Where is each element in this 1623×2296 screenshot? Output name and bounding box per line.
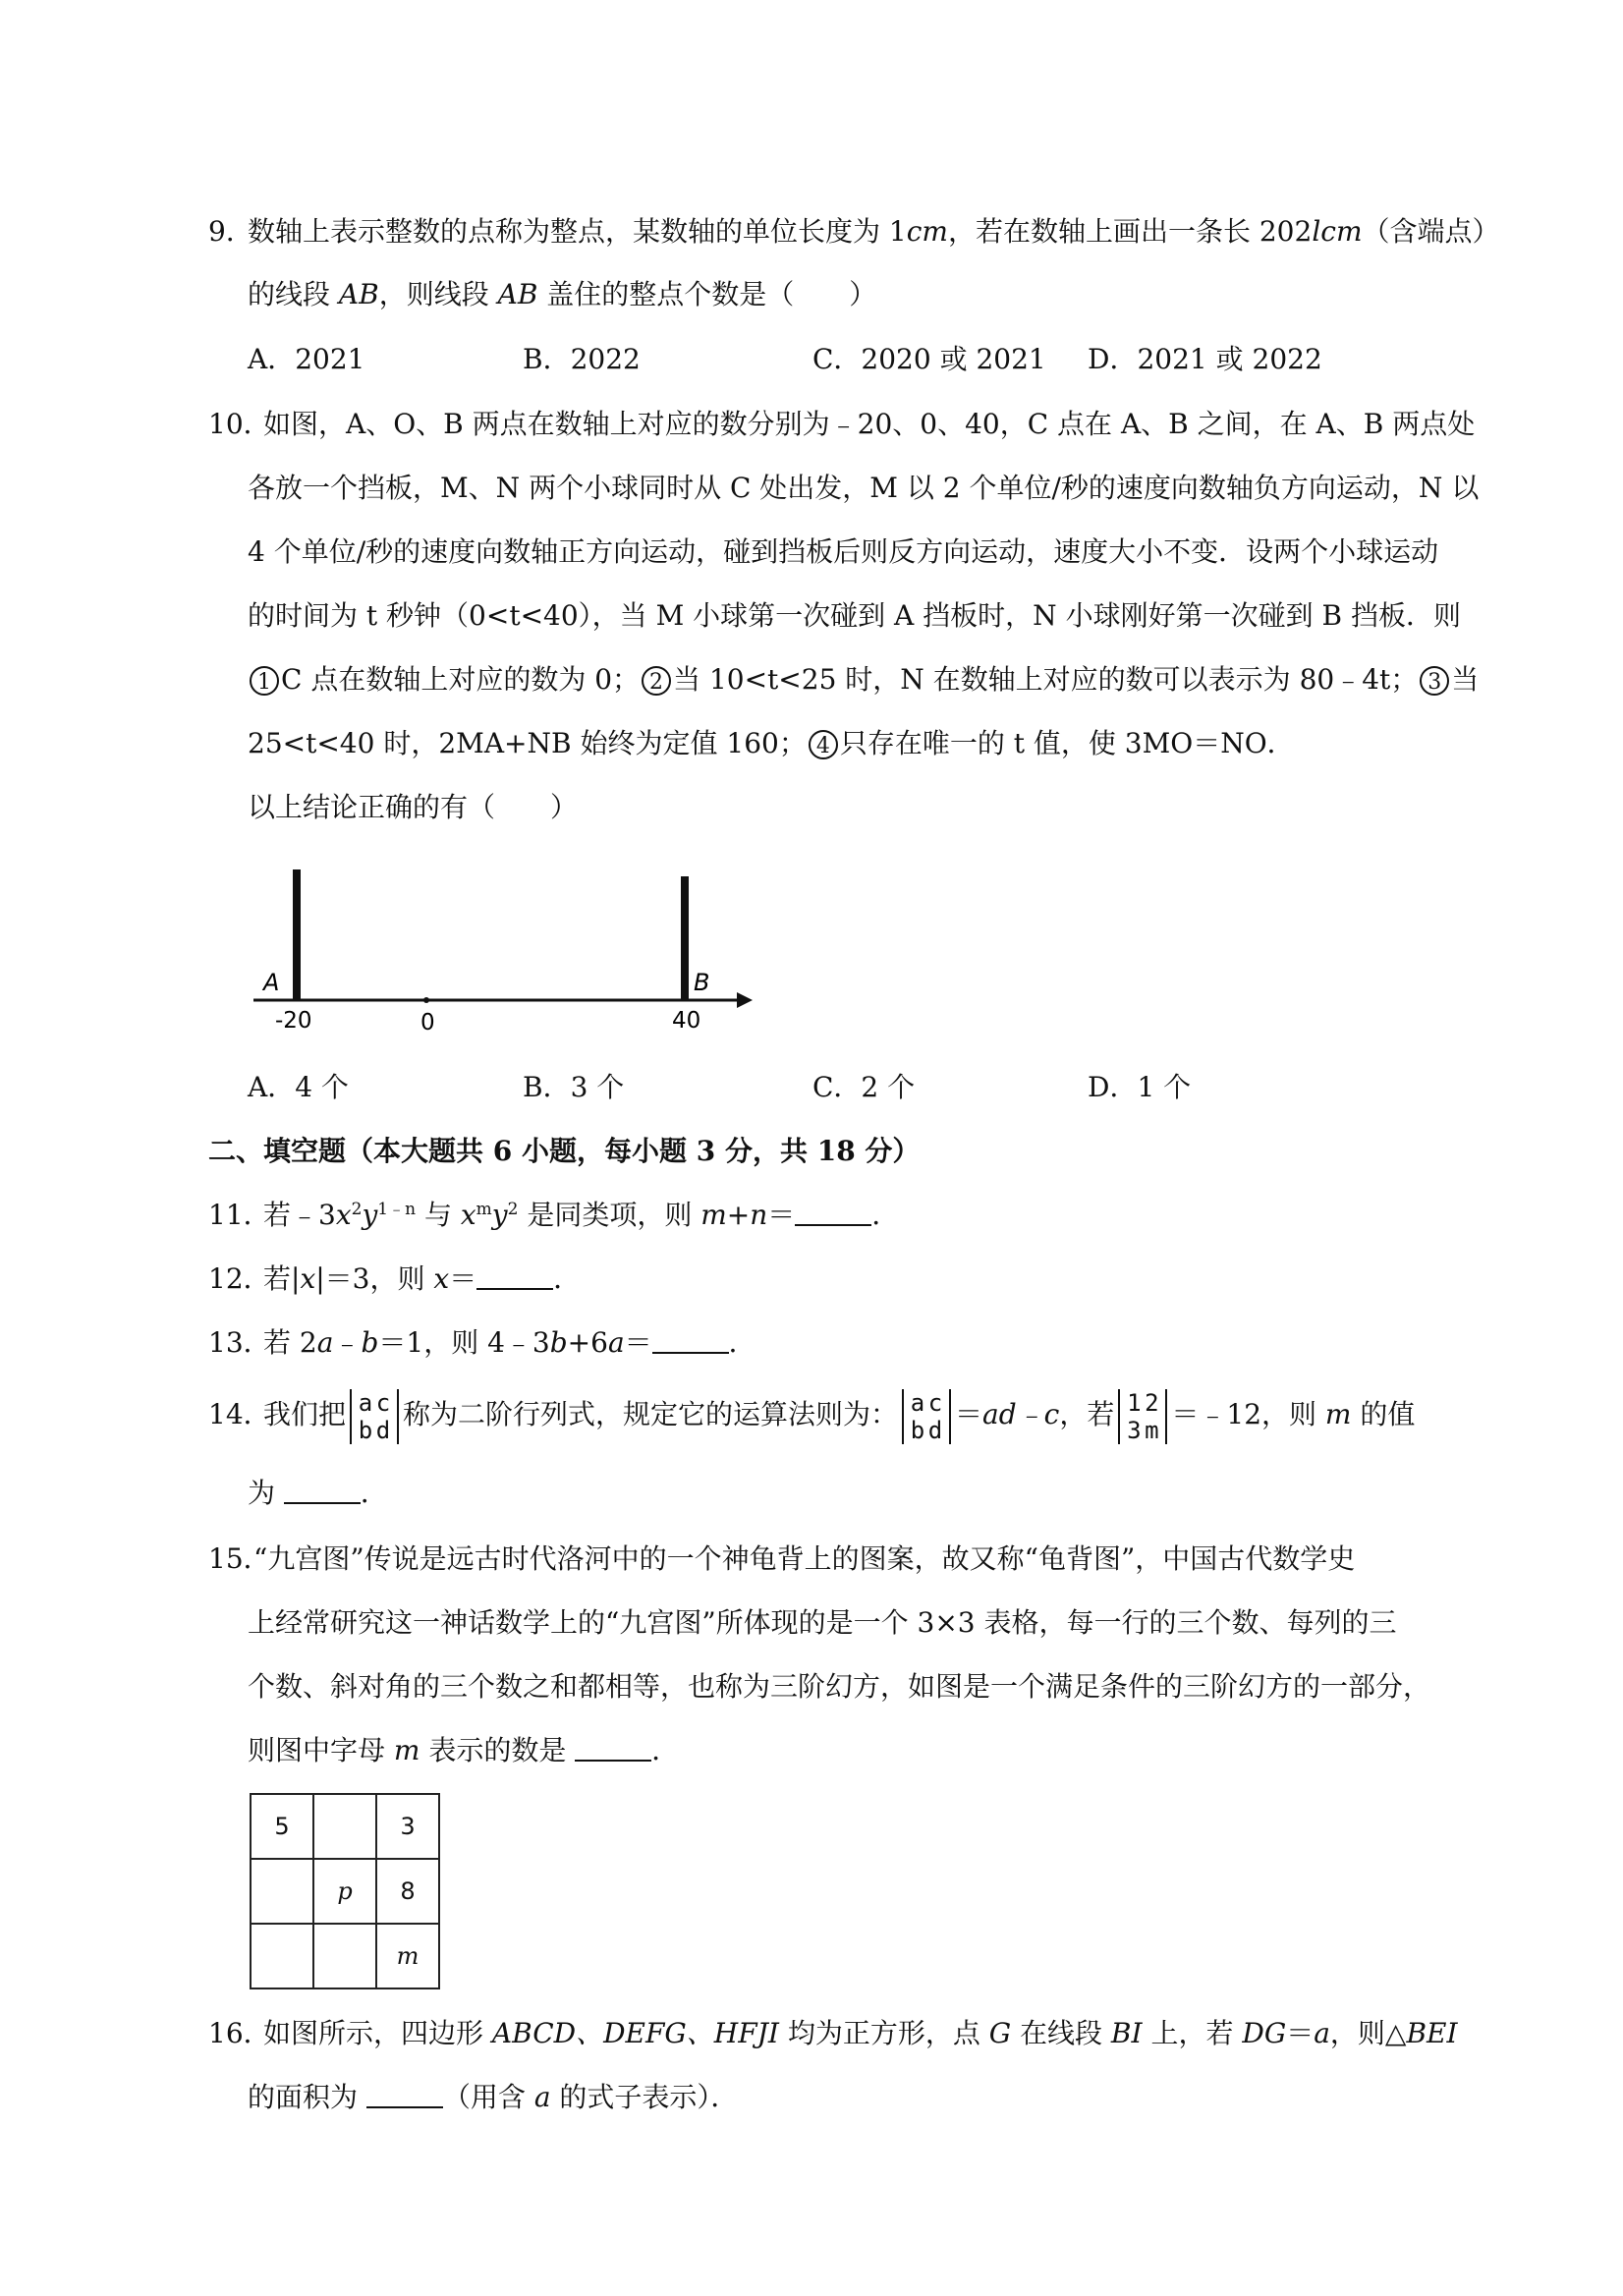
q13-answer-blank[interactable] xyxy=(652,1328,729,1354)
q15-line-3: 个数、斜对角的三个数之和都相等，也称为三阶幻方，如图是一个满足条件的三阶幻方的一部分， xyxy=(248,1670,1431,1703)
q9-unit: cm xyxy=(906,215,948,248)
q13-var: a xyxy=(607,1326,625,1359)
q15-number: 15． xyxy=(208,1542,271,1575)
q16-text: 上，若 xyxy=(1142,2017,1243,2049)
tick-label-0: 0 xyxy=(420,1010,435,1036)
q9-option-b[interactable]: B．2022 xyxy=(523,343,641,375)
q14-text: 的值 xyxy=(1351,1398,1416,1430)
q13-text: ＝ xyxy=(624,1326,652,1359)
label-a: A xyxy=(263,969,280,996)
q10-option-b[interactable]: B．3 个 xyxy=(523,1071,625,1103)
q12-text: |＝3，则 xyxy=(315,1262,434,1295)
grid-cell: 8 xyxy=(376,1859,439,1924)
q10-statement-1: C 点在数轴上对应的数为 0； xyxy=(281,663,641,696)
q13-var: a xyxy=(316,1326,334,1359)
q10-option-a[interactable]: A．4 个 xyxy=(248,1071,349,1103)
circled-3-icon: 3 xyxy=(1420,666,1449,696)
q12-line xyxy=(263,1260,581,1299)
q10-option-d[interactable]: D．1 个 xyxy=(1088,1071,1192,1103)
section-2-heading: 二、填空题（本大题共 6 小题，每小题 3 分，共 18 分） xyxy=(208,1135,921,1167)
q16-text: 的式子表示）． xyxy=(550,2081,739,2113)
barrier-b xyxy=(681,876,689,1000)
label-b: B xyxy=(694,969,710,996)
q9-segment: AB xyxy=(497,278,538,310)
q9-line-1 xyxy=(248,212,1500,252)
q15-text: 表示的数是 xyxy=(420,1734,576,1766)
q16-var: a xyxy=(1314,2017,1330,2049)
q16-text: ＝ xyxy=(1286,2017,1315,2049)
q14-text: ＝﹣12，则 xyxy=(1171,1398,1325,1430)
q11-number: 11． xyxy=(208,1199,271,1231)
q11-line xyxy=(263,1196,899,1235)
q10-line-3: 4 个单位/秒的速度向数轴正方向运动，碰到挡板后则反方向运动，速度大小不变．设两个小球运动 xyxy=(248,535,1439,568)
q12-answer-blank[interactable] xyxy=(476,1264,553,1290)
q13-text: +6 xyxy=(567,1326,608,1359)
q16-var: ABCD、DEFG、HFJI xyxy=(491,2017,779,2049)
q9-text: （含端点） xyxy=(1362,215,1500,248)
q13-var: b xyxy=(361,1326,379,1359)
determinant-12-3m: 1 2 3 m xyxy=(1118,1389,1167,1444)
q11-text: ． xyxy=(871,1199,900,1231)
q9-text: 的线段 xyxy=(248,278,339,310)
q12-text: ＝ xyxy=(449,1262,477,1295)
grid-cell xyxy=(251,1924,313,1988)
q15-var: m xyxy=(393,1734,420,1766)
q16-text: 的面积为 xyxy=(248,2081,366,2113)
q9-option-a[interactable]: A．2021 xyxy=(248,343,365,375)
determinant-rule: a c b d xyxy=(902,1389,951,1444)
q12-var: x xyxy=(300,1262,316,1295)
q14-var: m xyxy=(1324,1398,1352,1430)
grid-cell xyxy=(313,1794,376,1859)
q13-line xyxy=(263,1323,756,1363)
q15-line-2: 上经常研究这一神话数学上的“九宫图”所体现的是一个 3×3 表格，每一行的三个数、每列的三 xyxy=(248,1606,1397,1639)
q9-text: ，若在数轴上画出一条长 202 xyxy=(947,215,1313,248)
q13-number: 13． xyxy=(208,1326,271,1359)
q10-line-6 xyxy=(248,724,1295,763)
q10-line-5 xyxy=(248,660,1479,700)
q16-var: G xyxy=(988,2017,1012,2049)
q14-text: 我们把 xyxy=(263,1398,347,1430)
q15-text: ． xyxy=(651,1734,680,1766)
q10-number: 10． xyxy=(208,408,271,440)
q16-text: 如图所示，四边形 xyxy=(263,2017,492,2049)
q12-number: 12． xyxy=(208,1262,271,1295)
q10-line-2: 各放一个挡板，M、N 两个小球同时从 C 处出发，M 以 2 个单位/秒的速度向数轴负方向运动，N 以 xyxy=(248,472,1480,504)
q16-var: a xyxy=(533,2081,551,2113)
q11-var: y xyxy=(491,1199,508,1231)
q11-text: 与 xyxy=(416,1199,461,1231)
q9-unit: lcm xyxy=(1312,215,1363,248)
barrier-a xyxy=(293,869,301,1000)
grid-cell: 5 xyxy=(251,1794,313,1859)
q9-option-c[interactable]: C．2020 或 2021 xyxy=(812,343,1046,375)
q16-text: ，则△ xyxy=(1329,2017,1407,2049)
q13-text: ﹣ xyxy=(333,1326,362,1359)
q9-option-d[interactable]: D．2021 或 2022 xyxy=(1088,343,1322,375)
grid-cell xyxy=(251,1859,313,1924)
q15-answer-blank[interactable] xyxy=(575,1736,651,1762)
q16-line-1 xyxy=(263,2014,1458,2053)
tick-label-neg20: -20 xyxy=(275,1008,312,1034)
q11-text: 是同类项，则 xyxy=(518,1199,701,1231)
magic-square-grid xyxy=(250,1793,440,1989)
q10-line-4: 的时间为 t 秒钟（0<t<40），当 M 小球第一次碰到 A 挡板时，N 小球刚好第一次碰到 B 挡板．则 xyxy=(248,599,1461,632)
q12-text: ． xyxy=(553,1262,582,1295)
q11-exponent: 1﹣n xyxy=(377,1200,417,1219)
q16-line-2 xyxy=(248,2078,738,2117)
q14-text: 为 xyxy=(248,1477,284,1509)
q16-var: BEI xyxy=(1406,2017,1458,2049)
arrow-head-icon xyxy=(737,992,753,1008)
q13-var: b xyxy=(549,1326,568,1359)
q16-text: 均为正方形，点 xyxy=(778,2017,989,2049)
q9-segment: AB xyxy=(338,278,379,310)
q14-formula: ad﹣c xyxy=(982,1398,1060,1430)
q15-line-4 xyxy=(248,1731,679,1770)
q11-var: m+n xyxy=(700,1199,768,1231)
q14-text: ＝ xyxy=(955,1398,983,1430)
circled-1-icon: 1 xyxy=(250,666,279,696)
q14-text: ． xyxy=(360,1477,388,1509)
origin-point xyxy=(423,997,429,1003)
q11-var: x xyxy=(460,1199,476,1231)
q13-text: ． xyxy=(728,1326,756,1359)
determinant-abcd: a c b d xyxy=(350,1389,399,1444)
q11-text: ＝ xyxy=(767,1199,796,1231)
q16-text: 在线段 xyxy=(1011,2017,1111,2049)
q13-text: 若 2 xyxy=(263,1326,317,1359)
q11-text: 若﹣3 xyxy=(263,1199,336,1231)
q14-line-2 xyxy=(248,1474,388,1513)
q16-var: BI xyxy=(1110,2017,1143,2049)
q12-text: 若| xyxy=(263,1262,301,1295)
q16-answer-blank[interactable] xyxy=(366,2083,443,2108)
q11-var: y xyxy=(362,1199,378,1231)
q14-text: ，若 xyxy=(1059,1398,1115,1430)
q14-answer-blank[interactable] xyxy=(284,1479,361,1504)
q14-text: 称为二阶行列式，规定它的运算法则为： xyxy=(403,1398,899,1430)
q14-number: 14． xyxy=(208,1398,271,1430)
q9-number: 9． xyxy=(208,215,253,248)
q10-statement-3-start: 当 xyxy=(1451,663,1480,696)
q12-var: x xyxy=(433,1262,450,1295)
q10-number-line-figure xyxy=(246,855,756,1041)
q11-answer-blank[interactable] xyxy=(795,1201,871,1226)
tick-label-40: 40 xyxy=(672,1008,701,1034)
q16-var: DG xyxy=(1242,2017,1287,2049)
grid-cell: p xyxy=(313,1859,376,1924)
q9-text: 盖住的整点个数是（ ） xyxy=(537,278,877,310)
q10-statement-3-end: 25<t<40 时，2MA+NB 始终为定值 160； xyxy=(248,727,807,759)
q9-text: 数轴上表示整数的点称为整点，某数轴的单位长度为 1 xyxy=(248,215,907,248)
q11-var: x xyxy=(335,1199,352,1231)
q13-text: ＝1，则 4﹣3 xyxy=(378,1326,550,1359)
q10-line-1: 如图，A、O、B 两点在数轴上对应的数分别为﹣20、0、40，C 点在 A、B 之间，在 A、B 两点处 xyxy=(263,408,1476,440)
q11-exponent: 2 xyxy=(507,1200,519,1219)
q10-statement-4: 只存在唯一的 t 值，使 3MO＝NO． xyxy=(839,727,1295,759)
q10-prompt: 以上结论正确的有（ ） xyxy=(248,791,579,823)
grid-cell: 3 xyxy=(376,1794,439,1859)
circled-2-icon: 2 xyxy=(642,666,671,696)
q16-text: （用含 xyxy=(442,2081,534,2113)
circled-4-icon: 4 xyxy=(809,730,838,759)
q11-exponent: m xyxy=(476,1200,492,1219)
q9-text: ，则线段 xyxy=(378,278,498,310)
q11-exponent: 2 xyxy=(351,1200,363,1219)
grid-cell: m xyxy=(376,1924,439,1988)
q10-statement-2: 当 10<t<25 时，N 在数轴上对应的数可以表示为 80﹣4t； xyxy=(673,663,1419,696)
q14-line-1 xyxy=(263,1383,1415,1446)
q15-line-1: “九宫图”传说是远古时代洛河中的一个神龟背上的图案，故又称“龟背图”，中国古代数学史 xyxy=(253,1542,1356,1575)
q16-number: 16． xyxy=(208,2017,271,2049)
q9-line-2 xyxy=(248,275,876,314)
q10-option-c[interactable]: C．2 个 xyxy=(812,1071,916,1103)
grid-cell xyxy=(313,1924,376,1988)
q15-text: 则图中字母 xyxy=(248,1734,394,1766)
